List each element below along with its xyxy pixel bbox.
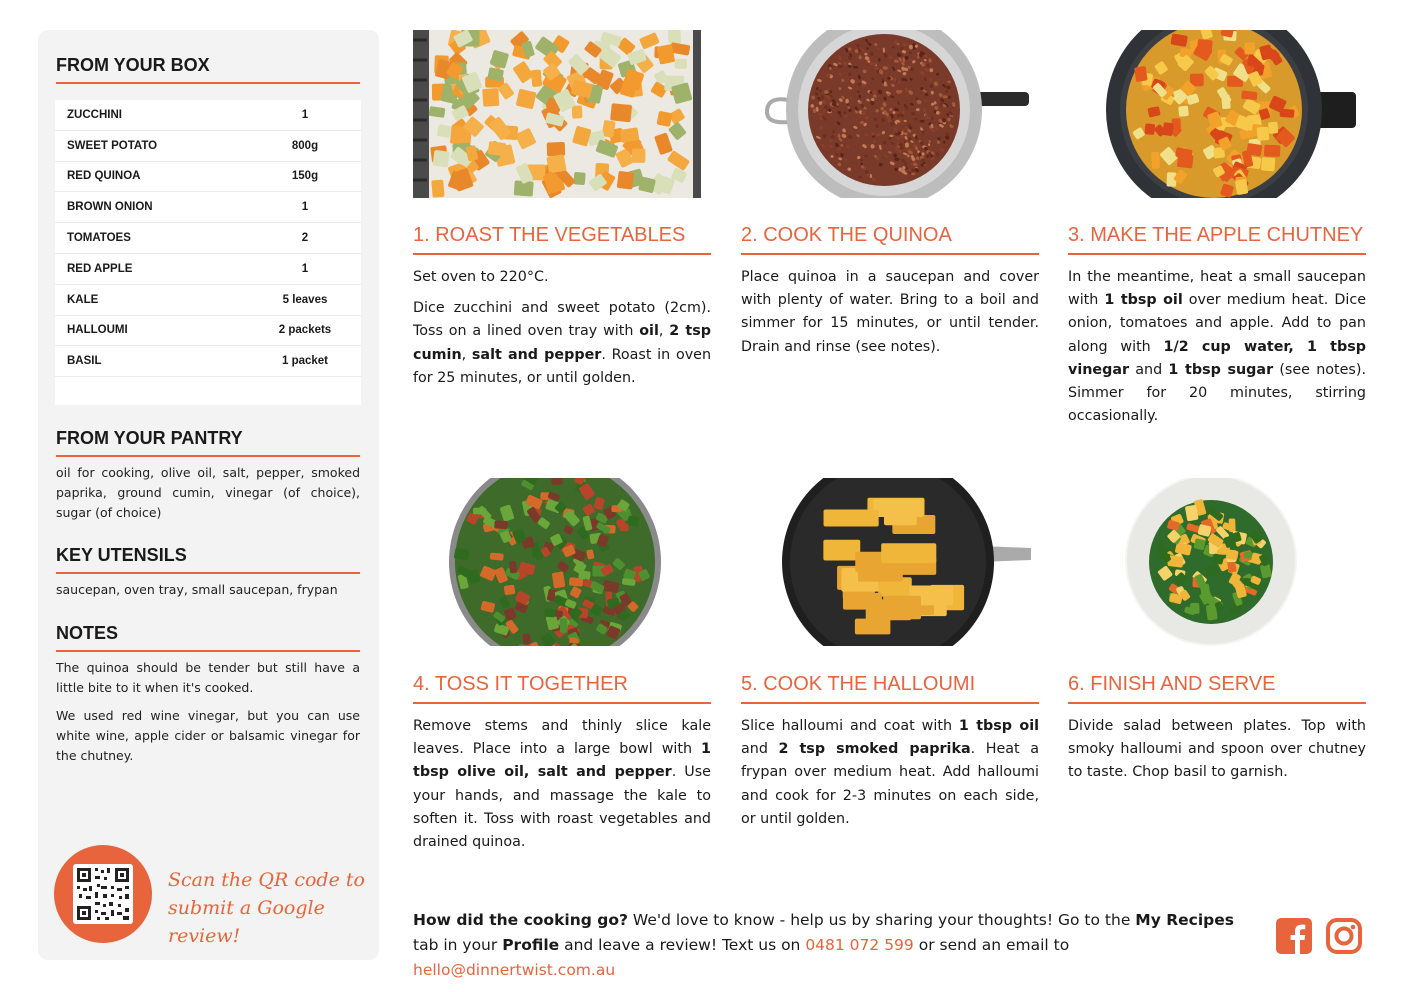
instruction-paragraph	[741, 715, 1039, 831]
quinoa-saucepan-photo	[741, 30, 1039, 198]
ingredient-name: BASIL	[67, 355, 102, 368]
instruction-text: Place quinoa in a saucepan and cover with plenty of water. Bring to a boil and simmer for 15 minutes, or until tender. Drain and rinse (see notes).	[741, 269, 1039, 355]
ingredient-row	[55, 100, 361, 131]
facebook-icon[interactable]	[1276, 918, 1312, 954]
bold-ingredient-text: 1/2 cup water, 1 tbsp vinegar	[1068, 338, 1366, 378]
ingredient-qty: 2 packets	[278, 324, 332, 337]
feedback-footer	[413, 908, 1263, 983]
bold-ingredient-text: How did the cooking go?	[413, 911, 628, 929]
notes-text	[56, 658, 360, 774]
ingredient-name: RED QUINOA	[67, 170, 141, 183]
instruction-text: Dice zucchini and sweet potato (2cm). Toss on a lined oven tray with	[413, 300, 711, 340]
instruction-text: Divide salad between plates. Top with smoky halloumi and spoon over chutney to taste. Chop basil to garnish.	[1068, 718, 1366, 781]
ingredient-row	[55, 162, 361, 193]
instruction-text: We'd love to know - help us by sharing your thoughts! Go to the	[627, 911, 1136, 929]
note-paragraph: The quinoa should be tender but still have a little bite to it when it's cooked.	[56, 660, 360, 695]
ingredient-row	[55, 316, 361, 347]
instruction-paragraph	[1068, 266, 1366, 428]
contact-link[interactable]: 0481 072 599	[805, 936, 914, 954]
instruction-text: . Roast in oven for 25 minutes, or until golden.	[413, 346, 712, 386]
instruction-text: or send an email to	[913, 936, 1070, 954]
ingredient-name: BROWN ONION	[67, 201, 153, 214]
step-6-text	[1068, 715, 1366, 793]
bold-ingredient-text: 2 tsp cumin	[413, 323, 711, 363]
bold-ingredient-text: Profile	[502, 936, 560, 954]
bold-ingredient-text: 2 tsp smoked paprika	[778, 741, 971, 758]
instagram-icon[interactable]	[1326, 918, 1362, 954]
ingredient-name: SWEET POTATO	[67, 139, 158, 152]
instruction-text: over medium heat. Dice onion, tomatoes and apple. Add to pan along with	[1068, 292, 1366, 355]
ingredient-qty: 1 packet	[281, 355, 329, 368]
qr-badge[interactable]	[54, 845, 152, 943]
step-2-text	[741, 266, 1039, 367]
step-3-text	[1068, 266, 1366, 436]
step-2-title: 2. COOK THE QUINOA	[741, 224, 1039, 255]
step-4-text	[413, 715, 711, 862]
ingredient-qty: 2	[301, 232, 309, 245]
instruction-text: and	[1129, 361, 1169, 378]
step-6-title: 6. FINISH AND SERVE	[1068, 673, 1366, 704]
note-paragraph: We used red wine vinegar, but you can use white wine, apple cider or balsamic vinegar for the chutney.	[56, 708, 360, 763]
instruction-text: and leave a review! Text us on	[559, 936, 806, 954]
ingredients-sidebar	[38, 30, 379, 960]
utensils-section-title: KEY UTENSILS	[56, 545, 360, 574]
bold-ingredient-text: My Recipes	[1135, 911, 1234, 929]
finished-dish-photo	[1068, 478, 1366, 646]
instruction-text: In the meantime, heat a small saucepan with	[1068, 269, 1366, 309]
ingredient-name: HALLOUMI	[67, 324, 128, 337]
instruction-paragraph	[413, 297, 711, 390]
step-5-title: 5. COOK THE HALLOUMI	[741, 673, 1039, 704]
ingredient-qty: 800g	[291, 139, 319, 152]
ingredient-row	[55, 285, 361, 316]
qr-caption-line: submit a Google review!	[168, 897, 325, 947]
box-section-title: FROM YOUR BOX	[56, 55, 360, 84]
contact-link[interactable]: hello@dinnertwist.com.au	[413, 961, 616, 979]
roast-vegetables-photo	[413, 30, 701, 198]
ingredient-name: RED APPLE	[67, 262, 133, 275]
ingredient-row	[55, 192, 361, 223]
instruction-text: tab in your	[413, 936, 503, 954]
step-1-text	[413, 266, 711, 398]
instruction-text: Set oven to 220°C.	[413, 269, 549, 285]
instruction-paragraph	[1068, 715, 1366, 785]
apple-chutney-pot-photo	[1068, 30, 1366, 198]
instruction-text: ,	[658, 323, 670, 340]
instruction-text: and	[741, 741, 779, 758]
bold-ingredient-text: 1 tbsp oil	[958, 718, 1039, 734]
ingredient-row	[55, 223, 361, 254]
utensils-text: saucepan, oven tray, small saucepan, frypan	[56, 582, 338, 597]
ingredient-name: ZUCCHINI	[67, 108, 122, 121]
ingredient-name: KALE	[67, 293, 99, 306]
toss-together-bowl-photo	[413, 478, 701, 646]
qr-code-icon[interactable]	[73, 864, 133, 924]
bold-ingredient-text: oil	[639, 323, 659, 340]
instruction-text: (see notes). Simmer for 20 minutes, stirring occasionally.	[1068, 361, 1366, 425]
pantry-section-title: FROM YOUR PANTRY	[56, 428, 360, 457]
step-3-title: 3. MAKE THE APPLE CHUTNEY	[1068, 224, 1366, 255]
ingredient-row	[55, 346, 361, 377]
ingredient-row	[55, 254, 361, 285]
ingredient-qty: 150g	[291, 170, 319, 183]
ingredient-row	[55, 131, 361, 162]
instruction-paragraph	[413, 266, 711, 289]
ingredient-qty: 5 leaves	[282, 293, 328, 306]
qr-caption	[168, 866, 368, 950]
instruction-paragraph	[413, 715, 711, 854]
ingredient-name: TOMATOES	[67, 232, 131, 245]
step-4-title: 4. TOSS IT TOGETHER	[413, 673, 711, 704]
ingredient-qty: 1	[301, 201, 309, 214]
qr-caption-line: Scan the QR code to	[168, 869, 365, 891]
notes-section-title: NOTES	[56, 623, 360, 652]
bold-ingredient-text: 1 tbsp sugar	[1168, 361, 1274, 378]
bold-ingredient-text: salt and pepper	[471, 346, 602, 363]
halloumi-frypan-photo	[741, 478, 1039, 646]
step-5-text	[741, 715, 1039, 839]
pantry-text: oil for cooking, olive oil, salt, pepper, smoked paprika, ground cumin, vinegar (of choice), sugar (of choice)	[56, 465, 360, 520]
step-1-title: 1. ROAST THE VEGETABLES	[413, 224, 711, 255]
instruction-text: . Heat a frypan over medium heat. Add halloumi and cook for 2-3 minutes on each side, or until golden.	[741, 741, 1040, 827]
instruction-text: Remove stems and thinly slice kale leaves. Place into a large bowl with	[413, 718, 711, 758]
ingredient-qty: 1	[301, 108, 309, 121]
instruction-text: . Use your hands, and massage the kale to soften it. Toss with roast vegetables and drained quinoa.	[413, 764, 711, 851]
instruction-paragraph	[741, 266, 1039, 359]
instruction-text: Slice halloumi and coat with	[741, 718, 959, 734]
instruction-text: ,	[461, 346, 472, 363]
bold-ingredient-text: 1 tbsp olive oil, salt and pepper	[413, 741, 711, 781]
box-ingredients-table	[55, 100, 361, 405]
bold-ingredient-text: 1 tbsp oil	[1104, 292, 1183, 309]
ingredient-qty: 1	[301, 262, 309, 275]
